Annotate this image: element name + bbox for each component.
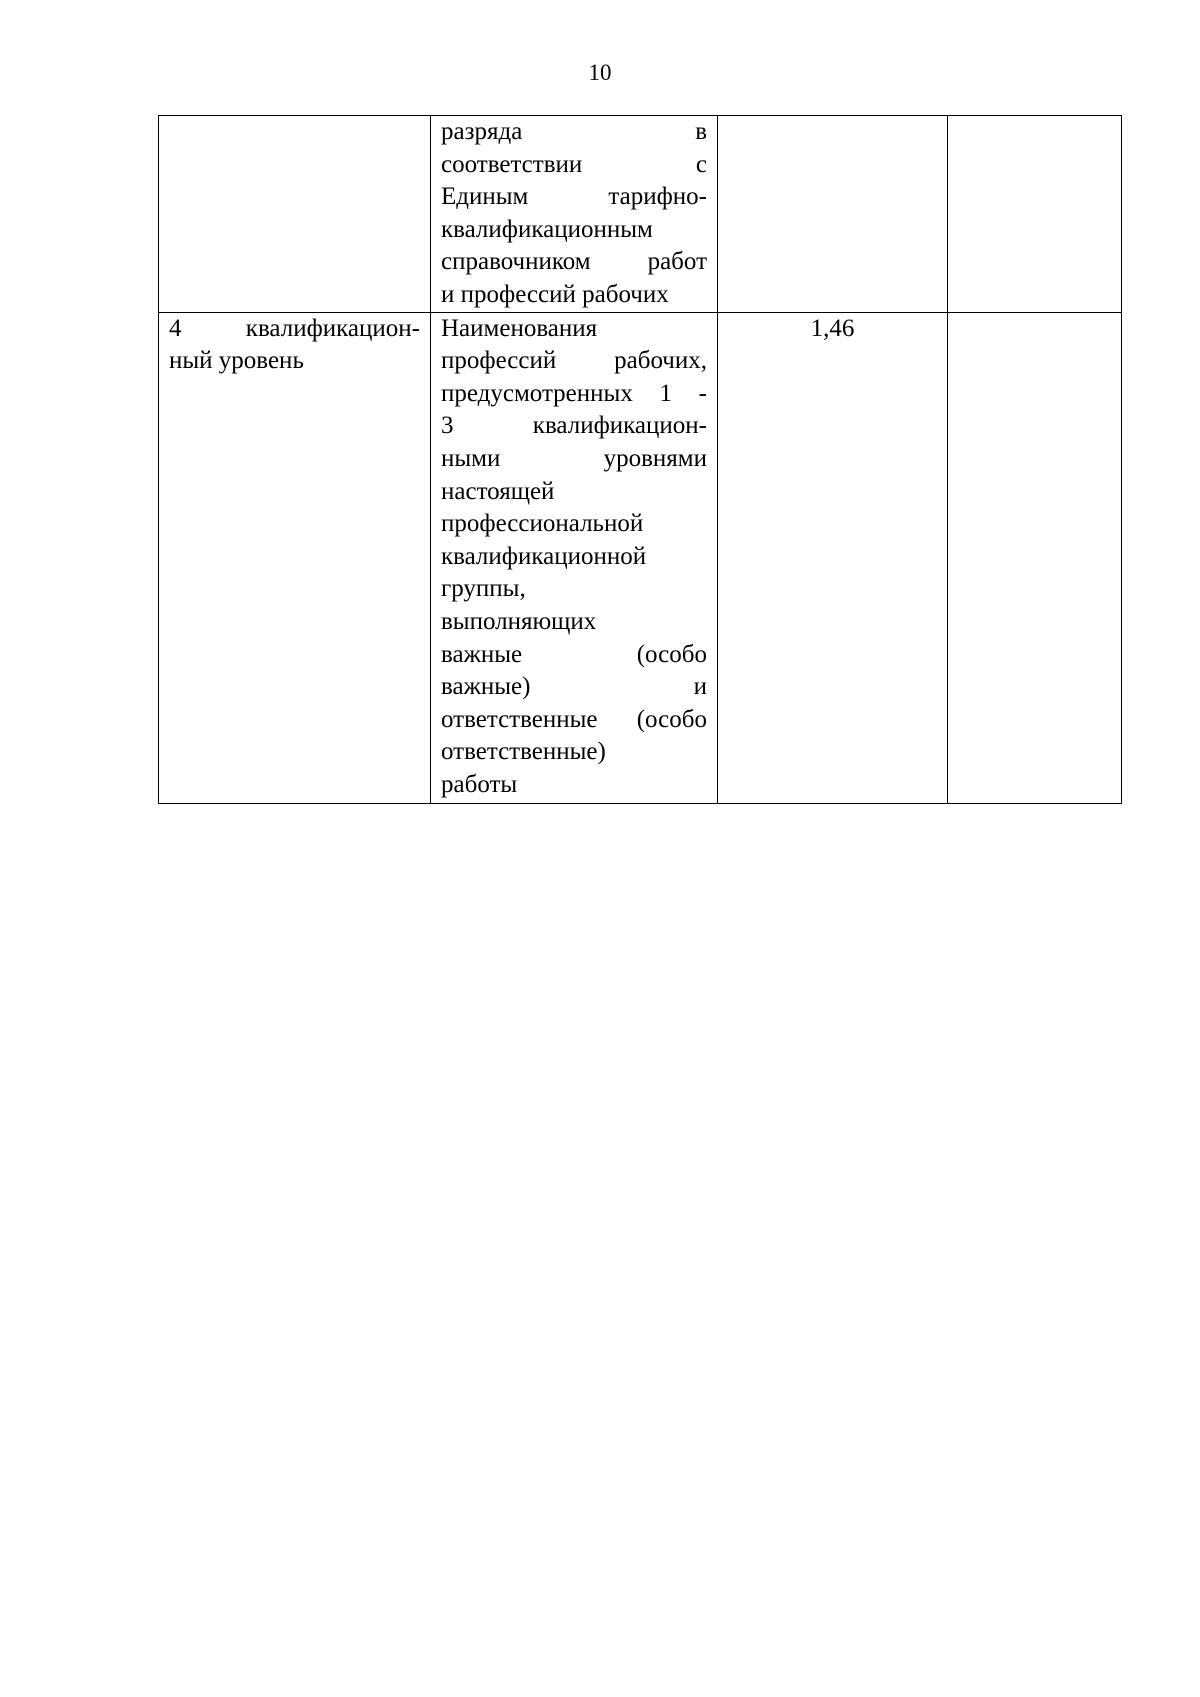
level-line: 4 квалификацион- [169,314,420,342]
description-line: важные) и [441,673,707,701]
table-row [159,116,1122,313]
extra-cell [948,116,1122,313]
description-line: ответственные) [441,738,606,766]
description-line: Наименования [441,314,598,342]
level-line: ный уровень [169,347,304,375]
description-line: квалификационным [441,215,653,243]
extra-cell [948,312,1122,803]
level-cell [159,312,431,803]
description-line: квалификационной [441,542,647,570]
description-cell [431,312,718,803]
description-cell [431,116,718,313]
description-line: ответственные (особо [441,705,707,733]
page-number: 10 [588,60,612,85]
description-line: разряда в [441,118,707,145]
description-line: ными уровнями [441,444,707,472]
qualification-table [158,115,1122,804]
description-line: выполняющих [441,607,597,635]
description-line: профессиональной [441,510,644,538]
description-line: работы [441,770,518,798]
description-line: группы, [441,575,526,603]
description-line: предусмотренных 1 - [441,379,707,407]
coefficient-cell: 1,46 [718,312,948,803]
description-line: профессий рабочих, [441,347,707,375]
description-line: 3 квалификацион- [441,412,707,440]
description-line: настоящей [441,477,555,505]
description-line: важные (особо [441,640,707,668]
description-line: соответствии с [441,150,707,178]
coefficient-cell [718,116,948,313]
level-cell [159,116,431,313]
description-line: справочником работ [441,248,707,276]
table-row [159,312,1122,803]
description-line: и профессий рабочих [441,280,669,308]
description-line: Единым тарифно- [441,183,707,211]
